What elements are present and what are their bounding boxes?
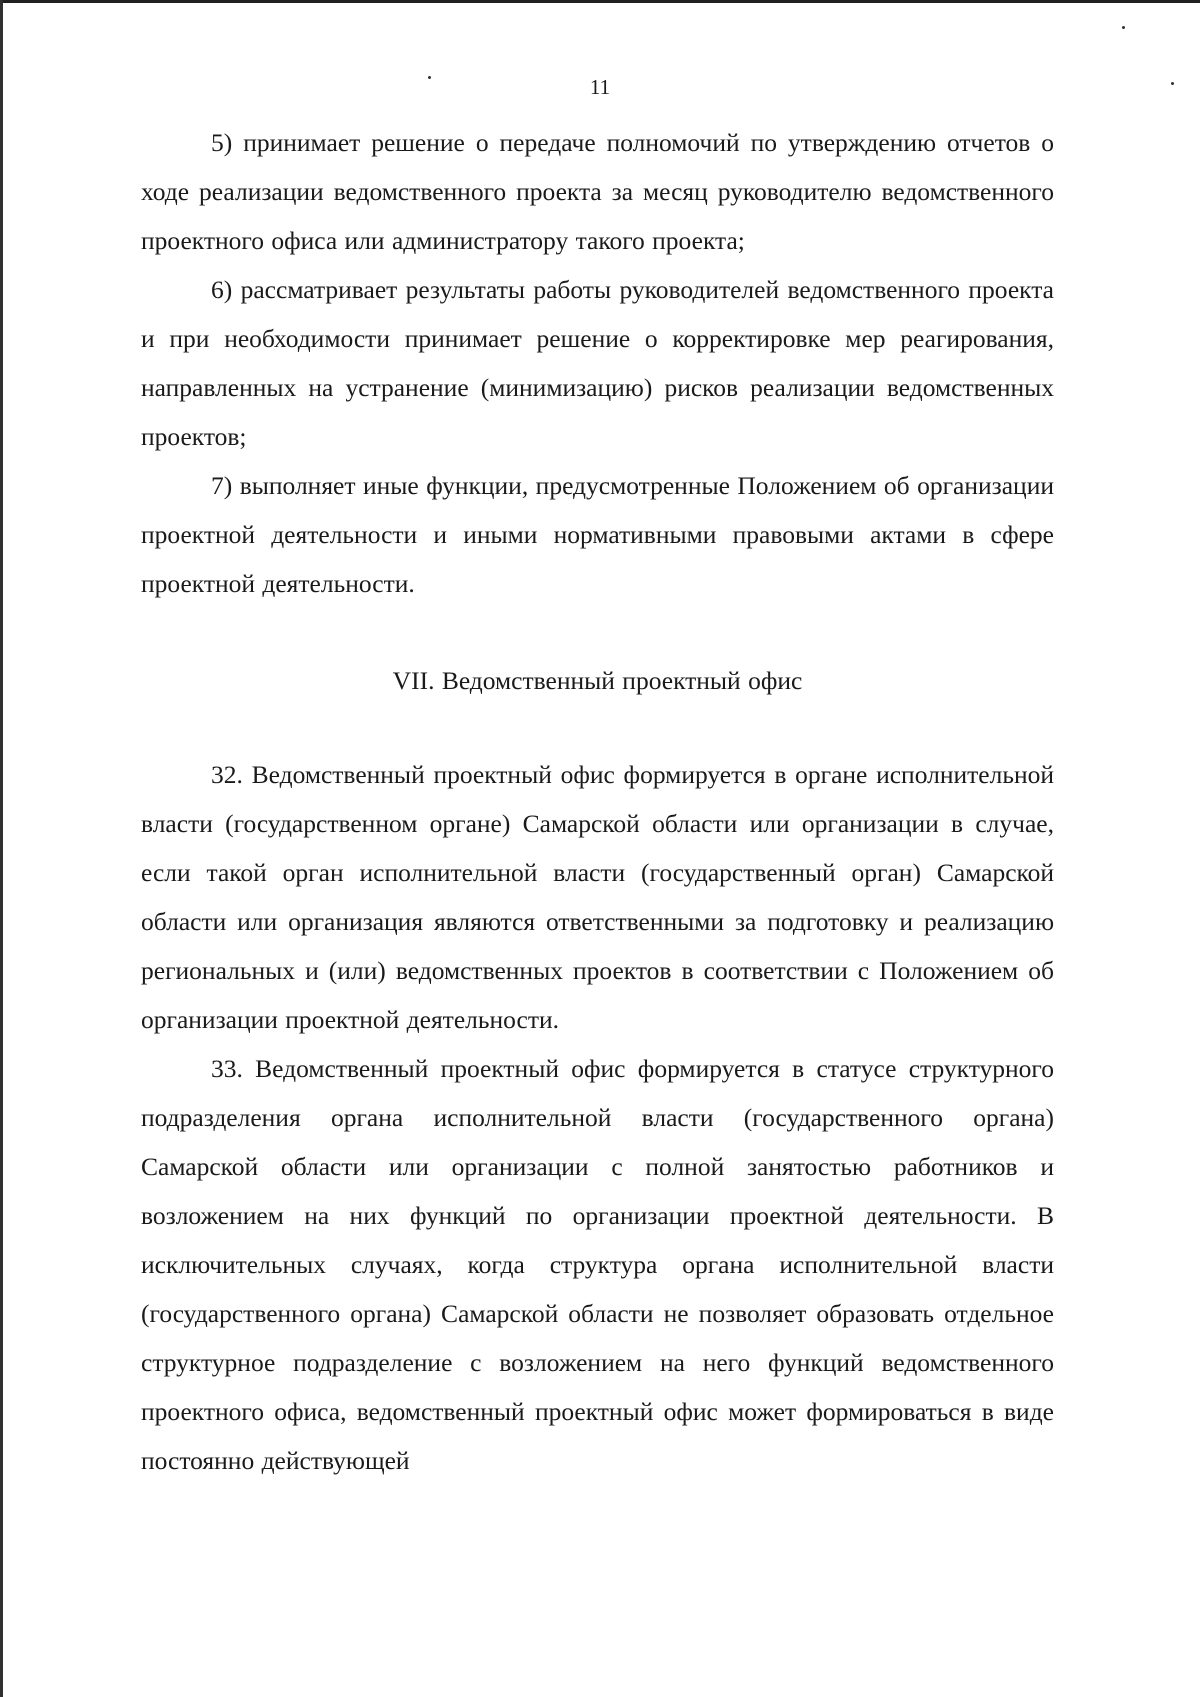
page-number: 11 xyxy=(589,75,611,99)
list-item-6: 6) рассматривает результаты работы руководителей ведомственного проекта и при необходимости принимает решение о корректировке мер реагирования, направленных на устранение (минимизацию) рисков реализации ведомственных проектов; xyxy=(141,275,1054,451)
scan-speck xyxy=(1122,26,1125,29)
list-item-7: 7) выполняет иные функции, предусмотренные Положением об организации проектной деятельности и иными нормативными правовыми актами в сфере проектной деятельности. xyxy=(141,471,1054,598)
list-item-5: 5) принимает решение о передаче полномочий по утверждению отчетов о ходе реализации ведомственного проекта за месяц руководителю ведомственного проектного офиса или администратору такого проекта; xyxy=(141,128,1054,255)
clause-33: 33. Ведомственный проектный офис формируется в статусе структурного подразделения органа исполнительной власти (государственного органа) Самарской области или организации с полной занятостью работников и возложением на них функций по организации проектной деятельности. В исключительных случаях, когда структура органа исполнительной власти (государственного органа) Самарской области не позволяет образовать отдельное структурное подразделение с возложением на него функций ведомственного проектного офиса, ведомственный проектный офис может формироваться в виде постоянно действующей xyxy=(141,1054,1054,1475)
clause-32: 32. Ведомственный проектный офис формируется в органе исполнительной власти (государственном органе) Самарской области или организации в случае, если такой орган исполнительной власти (государственный орган) Самарской области или организация являются ответственными за подготовку и реализацию региональных и (или) ведомственных проектов в соответствии с Положением об организации проектной деятельности. xyxy=(141,760,1054,1034)
document-body xyxy=(141,118,1054,1485)
section-heading: VII. Ведомственный проектный офис xyxy=(392,666,803,695)
scan-edge-left xyxy=(0,0,3,1697)
scan-edge-top xyxy=(0,0,1200,3)
